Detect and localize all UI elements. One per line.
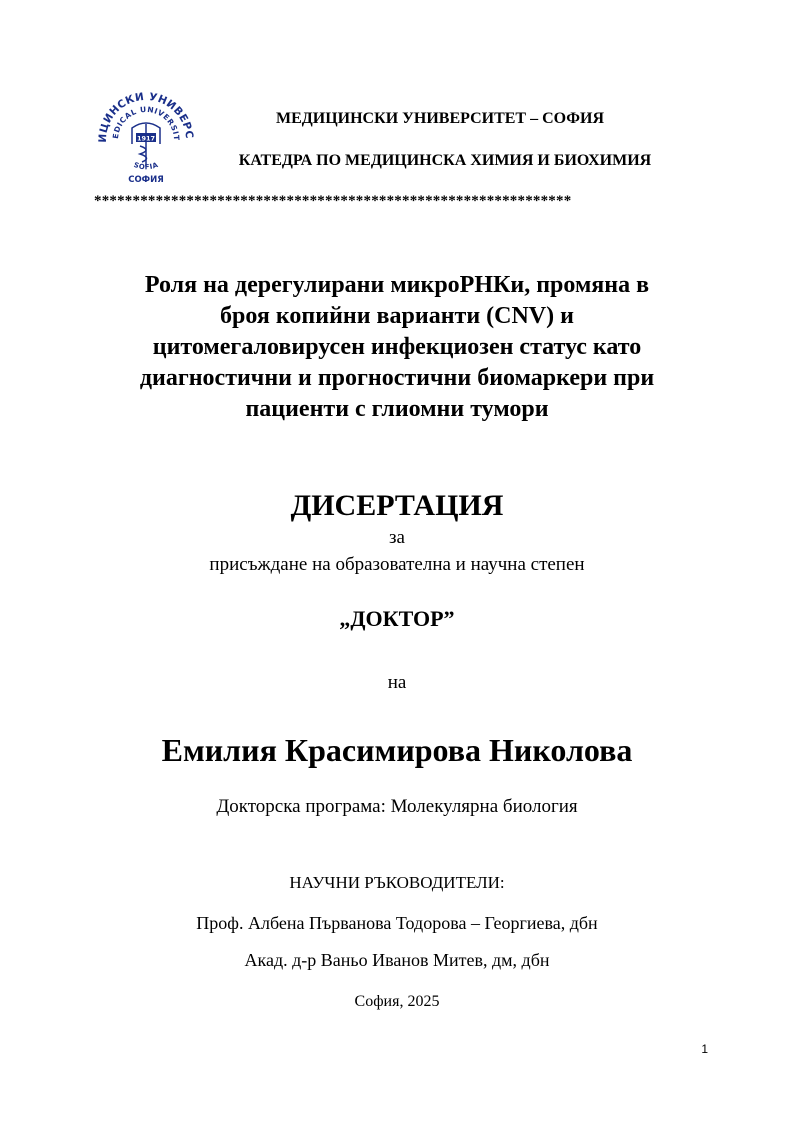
of-text: на xyxy=(387,672,407,693)
dissertation-label: ДИСЕРТАЦИЯ xyxy=(290,489,504,522)
supervisors-heading: НАУЧНИ РЪКОВОДИТЕЛИ: xyxy=(289,873,505,892)
for-text: за xyxy=(389,527,405,548)
svg-text:MEDICAL UNIVERSITY: EDICAL UNIVERSIT xyxy=(110,104,182,142)
svg-text:1917: 1917 xyxy=(136,134,156,143)
department-name: КАТЕДРА ПО МЕДИЦИНСКА ХИМИЯ И БИОХИМИЯ xyxy=(238,152,652,169)
dissertation-title xyxy=(80,270,714,425)
title-line: броя копийни варианти (CNV) и xyxy=(220,303,574,329)
svg-text:СОФИЯ: СОФИЯ xyxy=(128,175,164,185)
svg-text:МЕДИЦИНСКИ УНИВЕРСИТЕТ: ИЦИНСКИ УНИВЕРС xyxy=(96,90,196,143)
university-name: МЕДИЦИНСКИ УНИВЕРСИТЕТ – СОФИЯ xyxy=(275,110,605,127)
separator-line: ************************************************************** xyxy=(94,193,572,209)
title-line: пациенти с глиомни тумори xyxy=(245,396,549,422)
title-line: диагностични и прогностични биомаркери при xyxy=(139,365,655,391)
supervisor-name: Акад. д-р Ваньо Иванов Митев, дм, дбн xyxy=(244,950,550,970)
degree-name: „ДОКТОР” xyxy=(339,606,455,631)
page-number: 1 xyxy=(701,1042,708,1056)
title-line: Роля на дерегулирани микроРНКи, промяна в xyxy=(144,272,650,298)
svg-text:SOFIA: SOFIA xyxy=(132,160,160,172)
university-seal-logo xyxy=(96,88,196,188)
seal-graphic xyxy=(96,88,196,188)
title-line: цитомегаловирусен инфекциозен статус като xyxy=(152,334,642,360)
degree-line: присъждане на образователна и научна степен xyxy=(209,554,585,575)
supervisor-name: Проф. Албена Първанова Тодорова – Георгиева, дбн xyxy=(196,913,598,933)
author-name: Емилия Красимирова Николова xyxy=(161,732,633,768)
place-year: София, 2025 xyxy=(354,993,440,1010)
doctoral-program: Докторска програма: Молекулярна биология xyxy=(216,796,578,817)
